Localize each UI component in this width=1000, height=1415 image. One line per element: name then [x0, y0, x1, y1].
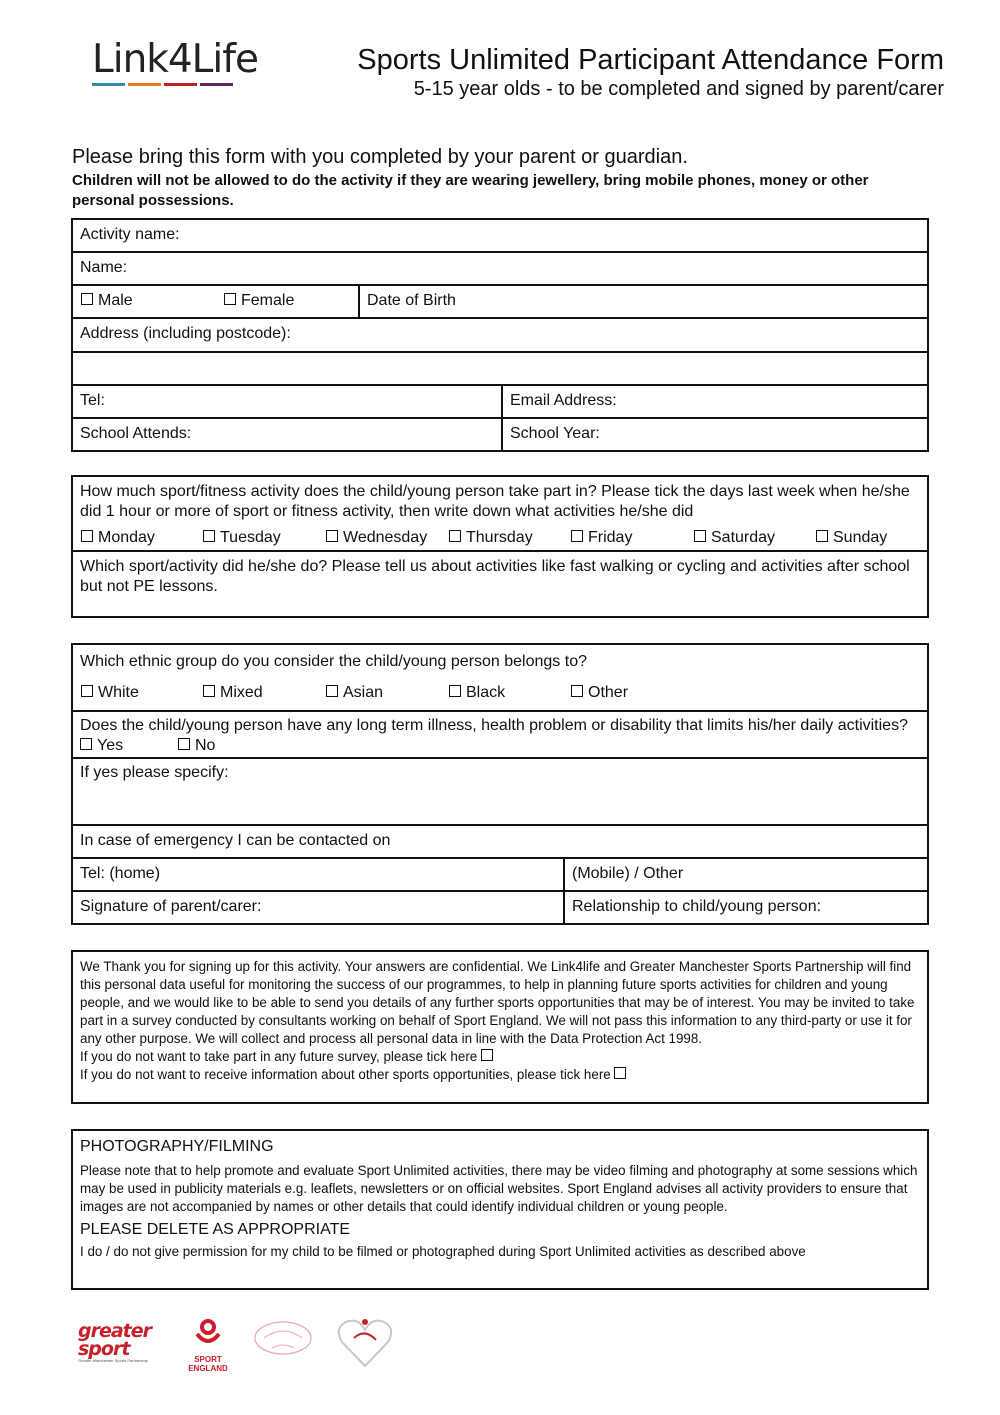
- logo-bar: [164, 83, 197, 86]
- gender-dob-row: [73, 286, 927, 319]
- ethnic-mixed[interactable]: [203, 684, 263, 702]
- activity-box: [71, 475, 929, 618]
- ethnic-question: Which ethnic group do you consider the child/young person belongs to?: [80, 653, 587, 670]
- day-label: Wednesday: [343, 529, 428, 546]
- yes-label: Yes: [97, 737, 124, 754]
- sport-england-logo: [184, 1318, 232, 1373]
- info-optout-label: If you do not want to receive information about other sports opportunities, please tick here: [80, 1067, 611, 1082]
- sport-england-text-1: SPORT: [194, 1355, 222, 1364]
- day-label: Saturday: [711, 529, 776, 546]
- participant-details-box: [71, 218, 929, 452]
- form-title: Sports Unlimited Participant Attendance Form: [357, 44, 944, 76]
- greater-sport-logo: [78, 1322, 160, 1363]
- photo-text: Please note that to help promote and evaluate Sport Unlimited activities, there may be video filming and photography at some sessions which may be used in publicity materials e.g. leaflets, newsletters or on official websites. Sport England advises all activity providers to ensure that images are not accompanied by names or other details that could identify individual children or young people.: [80, 1163, 918, 1214]
- day-tuesday[interactable]: [203, 529, 281, 547]
- illness-row: [73, 712, 927, 759]
- male-checkbox[interactable]: [81, 293, 93, 305]
- survey-optout-checkbox[interactable]: [481, 1049, 493, 1061]
- day-friday[interactable]: [571, 529, 632, 547]
- checkbox[interactable]: [326, 530, 338, 542]
- emergency-tel-row: [73, 859, 927, 892]
- privacy-box: [71, 950, 929, 1104]
- no-label: No: [195, 737, 216, 754]
- day-label: Sunday: [833, 529, 888, 546]
- delete-heading: PLEASE DELETE AS APPROPRIATE: [80, 1221, 351, 1238]
- school-year-field[interactable]: [501, 419, 927, 450]
- survey-optout-row[interactable]: [80, 1048, 920, 1066]
- checkbox[interactable]: [449, 530, 461, 542]
- gender-cell: [73, 286, 359, 317]
- signature-label: Signature of parent/carer:: [80, 898, 262, 915]
- relationship-label: Relationship to child/young person:: [572, 898, 822, 915]
- logo-bar: [92, 83, 125, 86]
- sport-england-text-2: ENGLAND: [188, 1364, 228, 1373]
- day-saturday[interactable]: [694, 529, 775, 547]
- ethnic-other[interactable]: [571, 684, 628, 702]
- tel-home-field[interactable]: [73, 859, 564, 890]
- name-label: Name:: [80, 259, 128, 276]
- option-label: Asian: [343, 684, 384, 701]
- health-emergency-box: [71, 643, 929, 925]
- form-subtitle: 5-15 year olds - to be completed and signed by parent/carer: [413, 78, 944, 100]
- school-year-label: School Year:: [510, 425, 600, 442]
- checkbox[interactable]: [326, 685, 338, 697]
- specify-row[interactable]: [73, 759, 927, 826]
- day-label: Tuesday: [220, 529, 281, 546]
- checkbox[interactable]: [203, 530, 215, 542]
- specify-label: If yes please specify:: [80, 764, 229, 781]
- dob-field[interactable]: [358, 286, 927, 317]
- dob-label: Date of Birth: [367, 292, 456, 309]
- tel-email-row: [73, 386, 927, 419]
- day-sunday[interactable]: [816, 529, 887, 547]
- warning-text: Children will not be allowed to do the activity if they are wearing jewellery, bring mobile phones, money or other personal possessions.: [72, 172, 869, 209]
- checkbox[interactable]: [81, 530, 93, 542]
- privacy-text: We Thank you for signing up for this activity. Your answers are confidential. We Link4life and Greater Manchester Sports Partnership will find this personal data useful for monitoring the success of our programmes, to help in planning future sports activities for children and young people, and we would like to be able to send you details of any further sports opportunities that may be of interest. You may be invited to take part in a survey conducted by consultants working on behalf of Sport England. We will not pass this information to any third-party or use it for any other purpose. We will collect and process all personal data in line with the Data Protection Act 1998.: [80, 959, 915, 1046]
- activity-days-row: [73, 477, 927, 552]
- illness-yes-option[interactable]: [80, 736, 178, 756]
- day-wednesday[interactable]: [326, 529, 427, 547]
- which-sport-question: Which sport/activity did he/she do? Please tell us about activities like fast walking or cycling and activities after school but not PE lessons.: [80, 558, 910, 595]
- option-label: Mixed: [220, 684, 263, 701]
- female-option[interactable]: [224, 292, 294, 310]
- illness-question-cell: [73, 712, 927, 757]
- option-label: Other: [588, 684, 629, 701]
- checkbox[interactable]: [816, 530, 828, 542]
- survey-optout-label: If you do not want to take part in any future survey, please tick here: [80, 1049, 478, 1064]
- school-field[interactable]: [73, 419, 502, 450]
- day-thursday[interactable]: [449, 529, 533, 547]
- mobile-field[interactable]: [563, 859, 927, 890]
- ethnic-black[interactable]: [449, 684, 505, 702]
- option-label: White: [98, 684, 139, 701]
- activity-name-label: Activity name:: [80, 226, 180, 243]
- checkbox[interactable]: [203, 685, 215, 697]
- sport-england-icon: [193, 1318, 223, 1350]
- day-monday[interactable]: [81, 529, 155, 547]
- relationship-field[interactable]: [563, 892, 927, 923]
- link4life-logo: [92, 37, 258, 102]
- heart-emblem-icon: [336, 1314, 394, 1370]
- address-row[interactable]: [73, 319, 927, 353]
- email-label: Email Address:: [510, 392, 617, 409]
- school-row: [73, 419, 927, 450]
- permission-statement[interactable]: I do / do not give permission for my child to be filmed or photographed during Sport Unlimited activities as described above: [80, 1244, 806, 1259]
- email-field[interactable]: [501, 386, 927, 417]
- activity-question: How much sport/fitness activity does the child/young person take part in? Please tick the days last week when he/she did 1 hour or more of sport or fitness activity, then write down what activities he/she did: [80, 483, 910, 520]
- ethnic-row: [73, 645, 927, 712]
- activity-name-row[interactable]: [73, 220, 927, 253]
- greater-sport-sub: Greater Manchester Sports Partnership: [78, 1358, 148, 1363]
- logo-bar: [200, 83, 233, 86]
- signature-row: [73, 892, 927, 923]
- heart-logo: [336, 1314, 394, 1375]
- info-optout-checkbox[interactable]: [614, 1067, 626, 1079]
- partnership-logo: [252, 1318, 314, 1365]
- tel-home-label: Tel: (home): [80, 865, 161, 882]
- checkbox[interactable]: [81, 685, 93, 697]
- ethnic-asian[interactable]: [326, 684, 383, 702]
- logo-text: Link4Life: [92, 37, 258, 82]
- male-option[interactable]: [81, 292, 133, 310]
- photo-heading: PHOTOGRAPHY/FILMING: [80, 1138, 274, 1155]
- female-label: Female: [241, 292, 295, 309]
- male-label: Male: [98, 292, 133, 309]
- day-label: Monday: [98, 529, 155, 546]
- school-label: School Attends:: [80, 425, 192, 442]
- illness-no-option[interactable]: [178, 737, 215, 754]
- checkbox[interactable]: [449, 685, 461, 697]
- info-optout-row[interactable]: [80, 1066, 920, 1084]
- option-label: Black: [466, 684, 506, 701]
- logo-bar: [128, 83, 161, 86]
- mobile-label: (Mobile) / Other: [572, 865, 684, 882]
- name-row[interactable]: [73, 253, 927, 286]
- intro-line: Please bring this form with you completed by your parent or guardian.: [72, 146, 688, 168]
- greater-sport-text: greater sport: [78, 1320, 152, 1360]
- signature-field[interactable]: [73, 892, 564, 923]
- checkbox[interactable]: [80, 738, 92, 750]
- tel-label: Tel:: [80, 392, 105, 409]
- checkbox[interactable]: [571, 530, 583, 542]
- day-label: Friday: [588, 529, 633, 546]
- day-label: Thursday: [466, 529, 533, 546]
- checkbox[interactable]: [178, 738, 190, 750]
- emergency-row: [73, 826, 927, 859]
- checkbox[interactable]: [694, 530, 706, 542]
- logo-color-bars: [92, 83, 242, 86]
- which-sport-row[interactable]: [73, 552, 927, 616]
- illness-question: Does the child/young person have any long term illness, health problem or disability that limits his/her daily activities?: [80, 717, 908, 734]
- checkbox[interactable]: [571, 685, 583, 697]
- ethnic-white[interactable]: [81, 684, 139, 702]
- tel-field[interactable]: [73, 386, 502, 417]
- address-label: Address (including postcode):: [80, 325, 291, 342]
- female-checkbox[interactable]: [224, 293, 236, 305]
- photography-box: [71, 1129, 929, 1290]
- emergency-label: In case of emergency I can be contacted on: [80, 832, 391, 849]
- address-line-2[interactable]: [73, 353, 927, 386]
- partnership-emblem-icon: [252, 1318, 314, 1360]
